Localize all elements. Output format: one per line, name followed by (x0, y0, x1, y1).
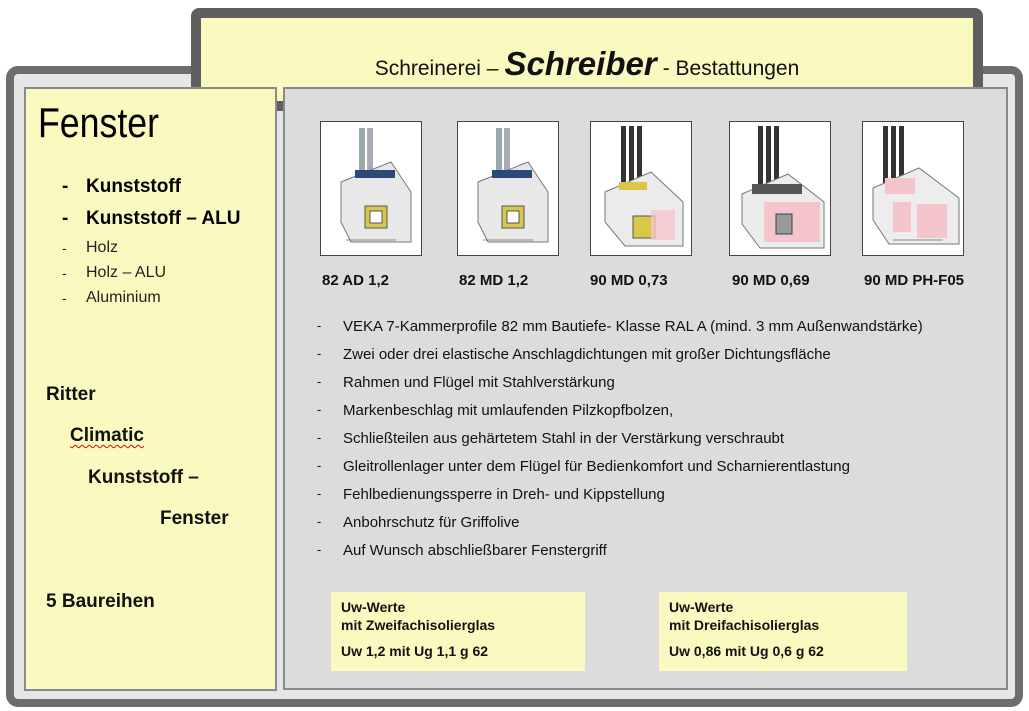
feature-item: - Gleitrollenlager unter dem Flügel für Bedienkomfort und Scharnierentlastung (317, 458, 850, 475)
window-profile-icon (458, 122, 558, 255)
feature-item: - Zwei oder drei elastische Anschlagdichtungen mit großer Dichtungsfläche (317, 346, 831, 363)
profile-label: 90 MD 0,73 (590, 272, 668, 289)
title-brand: Schreiber (504, 44, 657, 82)
material-item: - Aluminium (62, 288, 161, 306)
uw-title: Uw-Werte (341, 599, 406, 615)
uw-value: Uw 0,86 mit Ug 0,6 g 62 (669, 643, 824, 659)
uw-box-triple-glazing (659, 592, 907, 671)
feature-item: - VEKA 7-Kammerprofile 82 mm Bautiefe- Klasse RAL A (mind. 3 mm Außenwandstärke) (317, 318, 923, 335)
window-profile-icon (321, 122, 421, 255)
uw-title: Uw-Werte (669, 599, 734, 615)
profile-image-82-ad (320, 121, 422, 256)
window-profile-icon (730, 122, 830, 255)
feature-item: - Rahmen und Flügel mit Stahlverstärkung (317, 374, 615, 391)
profile-image-82-md (457, 121, 559, 256)
feature-item: - Auf Wunsch abschließbarer Fenstergriff (317, 542, 607, 559)
profile-image-90-md-069 (729, 121, 831, 256)
uw-subtitle: mit Dreifachisolierglas (669, 617, 820, 633)
profile-label: 82 AD 1,2 (322, 272, 389, 289)
series-count: 5 Baureihen (46, 591, 155, 612)
feature-item: - Schließteilen aus gehärtetem Stahl in der Verstärkung verschraubt (317, 430, 785, 447)
profile-image-90-md-ph (862, 121, 964, 256)
left-panel (24, 87, 277, 691)
brand-climatic: Climatic (70, 425, 144, 446)
material-item: - Holz (62, 238, 119, 256)
profile-image-90-md-073 (590, 121, 692, 256)
section-title: Fenster (38, 99, 160, 146)
feature-item: - Markenbeschlag mit umlaufenden Pilzkopfbolzen, (317, 402, 674, 419)
materials-list (62, 171, 240, 310)
window-profile-icon (863, 122, 963, 255)
uw-subtitle: mit Zweifachisolierglas (341, 617, 496, 633)
title-suffix: - Bestattungen (662, 56, 800, 80)
material-item: - Kunststoff (62, 176, 181, 197)
brand-kunststoff: Kunststoff – (88, 467, 199, 488)
page-title (375, 45, 800, 83)
title-prefix: Schreinerei – (374, 56, 499, 80)
profile-label: 90 MD 0,69 (732, 272, 810, 289)
profile-label: 90 MD PH-F05 (864, 272, 965, 289)
material-item: - Holz – ALU (62, 263, 167, 281)
feature-item: - Fehlbedienungssperre in Dreh- und Kippstellung (317, 486, 665, 503)
window-profile-icon (591, 122, 691, 255)
uw-value: Uw 1,2 mit Ug 1,1 g 62 (341, 643, 489, 659)
material-item: - Kunststoff – ALU (62, 208, 241, 229)
features-list (317, 318, 923, 570)
profile-label: 82 MD 1,2 (459, 272, 529, 289)
feature-item: - Anbohrschutz für Griffolive (317, 514, 520, 531)
brand-fenster: Fenster (160, 508, 229, 529)
brand-ritter: Ritter (46, 384, 96, 405)
uw-box-double-glazing (331, 592, 585, 671)
